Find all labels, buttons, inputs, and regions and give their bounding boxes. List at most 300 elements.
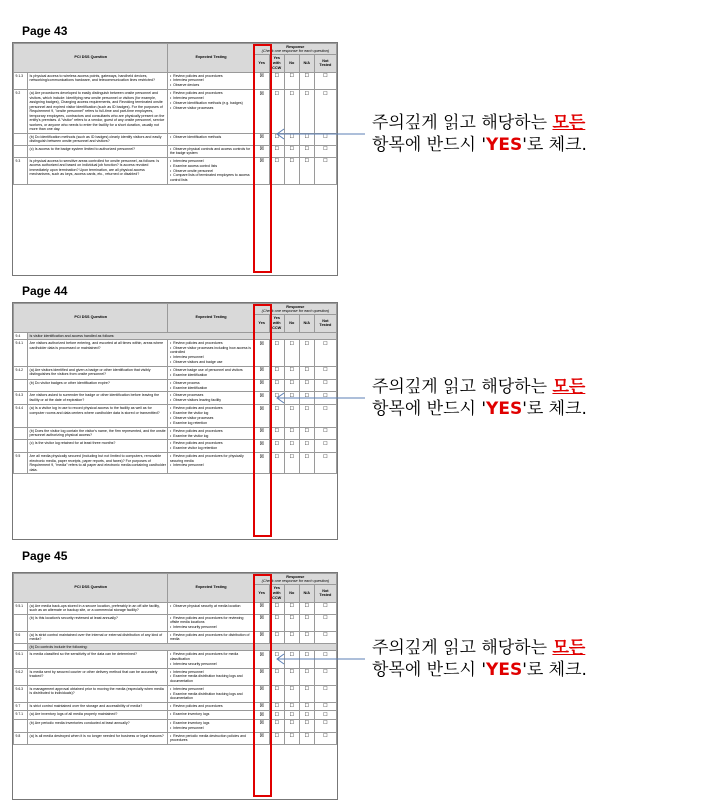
response-title: Response [286, 575, 305, 579]
question-text: (b) Are periodic media inventories conducted at least annually? [28, 719, 168, 732]
requirement-number: 9.6.1 [14, 651, 28, 668]
no-checkbox[interactable]: ☐ [284, 651, 299, 668]
yes-with-ccw-checkbox[interactable]: ☐ [269, 72, 284, 90]
note-yes-emphasis: YES [486, 135, 523, 155]
yes-with-ccw-checkbox[interactable]: ☐ [269, 732, 284, 744]
testing-item: • Interview personnel [170, 78, 252, 82]
table-row [14, 145, 337, 157]
table-row [14, 702, 337, 711]
testing-item: • Observe visitor processes including how access is controlled [170, 346, 252, 355]
no-checkbox[interactable]: ☐ [284, 72, 299, 90]
not-tested-checkbox[interactable]: ☐ [314, 145, 336, 157]
yes-with-ccw-column-header: Yes with CCW [269, 585, 284, 602]
yes-checkbox[interactable]: ☒ [254, 602, 269, 614]
annotation-note-page-45 [372, 637, 587, 681]
question-text: (a) Are inventory logs of all media properly maintained? [28, 711, 168, 720]
expected-testing [168, 668, 254, 685]
question-text: Is media sent by secured courier or other delivery method that can be accurately tracked? [28, 668, 168, 685]
testing-item: • Examine the visitor log [170, 411, 252, 415]
no-column-header: No [284, 315, 299, 332]
not-tested-checkbox[interactable]: ☐ [314, 427, 336, 440]
not-tested-checkbox[interactable]: ☐ [314, 614, 336, 631]
note-yes-emphasis: YES [486, 399, 523, 419]
response-column-header [254, 304, 336, 315]
question-text: (b) Is this location's security reviewed at least annually? [28, 614, 168, 631]
expected-testing [168, 340, 254, 367]
no-checkbox[interactable]: ☐ [284, 711, 299, 720]
testing-item: • Interview personnel [170, 463, 252, 467]
expected-testing [168, 719, 254, 732]
na-checkbox[interactable]: ☐ [299, 427, 314, 440]
na-checkbox[interactable]: ☐ [299, 631, 314, 643]
table-row [14, 453, 337, 474]
yes-with-ccw-checkbox[interactable]: ☐ [269, 405, 284, 428]
yes-checkbox[interactable]: ☒ [254, 702, 269, 711]
note-emphasis-all: 모든 [552, 113, 586, 133]
note-yes-emphasis: YES [486, 660, 523, 680]
question-text: (a) Are visitors identified and given a badge or other identification that visibly distinguishes the visitors from onsite personnel? [28, 366, 168, 379]
not-tested-checkbox[interactable]: ☐ [314, 133, 336, 145]
na-checkbox[interactable]: ☐ [299, 651, 314, 668]
not-tested-checkbox[interactable]: ☐ [314, 379, 336, 392]
yes-checkbox[interactable]: ☒ [254, 427, 269, 440]
arrow-left-icon [272, 128, 367, 140]
not-tested-checkbox[interactable]: ☐ [314, 392, 336, 405]
na-checkbox[interactable]: ☐ [299, 405, 314, 428]
not-tested-column-header: Not Tested [314, 315, 336, 332]
na-column-header: N/A [299, 585, 314, 602]
table-row [14, 72, 337, 90]
question-column-header: PCI DSS Question [14, 304, 168, 333]
requirement-number: 9.5 [14, 453, 28, 474]
na-checkbox[interactable]: ☐ [299, 157, 314, 184]
no-checkbox[interactable]: ☐ [284, 614, 299, 631]
response-title: Response [286, 305, 305, 309]
table-row [14, 602, 337, 614]
na-checkbox[interactable]: ☐ [299, 711, 314, 720]
testing-item: • Examine identification [170, 386, 252, 390]
na-checkbox[interactable]: ☐ [299, 379, 314, 392]
note-line2-suffix: '로 체크. [522, 660, 587, 680]
yes-checkbox[interactable]: ☒ [254, 685, 269, 702]
yes-checkbox[interactable]: ☒ [254, 90, 269, 133]
response-subtitle: (Check one response for each question) [261, 579, 330, 584]
question-text: (b) Does the visitor log contain the visitor's name, the firm represented, and the onsite personnel authorizing physical access? [28, 427, 168, 440]
na-checkbox[interactable]: ☐ [299, 90, 314, 133]
no-checkbox[interactable]: ☐ [284, 602, 299, 614]
testing-item: • Observe badge use of personnel and visitors [170, 368, 252, 372]
requirement-number [14, 379, 28, 392]
expected-testing [168, 72, 254, 90]
table-row [14, 631, 337, 643]
testing-item: • Examine inventory logs [170, 721, 252, 725]
requirement-number: 9.7.1 [14, 711, 28, 720]
testing-item: • Review policies and procedures for media classification [170, 652, 252, 661]
table-row [14, 719, 337, 732]
response-title: Response [286, 45, 305, 49]
testing-item: • Review policies and procedures [170, 406, 252, 410]
testing-item: • Review policies and procedures [170, 429, 252, 433]
na-checkbox[interactable]: ☐ [299, 453, 314, 474]
yes-with-ccw-checkbox[interactable]: ☐ [269, 614, 284, 631]
testing-item: • Examine visitor log retention [170, 446, 252, 450]
response-subtitle: (Check one response for each question) [261, 49, 330, 54]
question-text: (a) Is a visitor log in use to record physical access to the facility as well as for computer rooms and data centers where cardholder data is stored or transmitted? [28, 405, 168, 428]
testing-item: • Interview personnel [170, 355, 252, 359]
yes-with-ccw-checkbox[interactable]: ☐ [269, 719, 284, 732]
testing-item: • Interview security personnel [170, 625, 252, 629]
na-checkbox[interactable]: ☐ [299, 340, 314, 367]
yes-checkbox[interactable]: ☒ [254, 157, 269, 184]
testing-item: • Interview personnel [170, 159, 252, 163]
question-text: Are visitors asked to surrender the badge or other identification before leaving the facility or at the date of expiration? [28, 392, 168, 405]
yes-checkbox[interactable]: ☒ [254, 453, 269, 474]
requirement-number [14, 440, 28, 453]
testing-item: • Observe visitors leaving facility [170, 398, 252, 402]
yes-checkbox[interactable]: ☒ [254, 719, 269, 732]
question-text: Are visitors authorized before entering, and escorted at all times within, areas where cardholder data is processed or maintained? [28, 340, 168, 367]
testing-item: • Review policies and procedures for reviewing offsite media locations [170, 616, 252, 625]
requirement-number [14, 614, 28, 631]
expected-testing [168, 614, 254, 631]
na-checkbox[interactable]: ☐ [299, 732, 314, 744]
yes-checkbox[interactable]: ☒ [254, 366, 269, 379]
table-header-row [14, 44, 337, 55]
not-tested-checkbox[interactable]: ☐ [314, 719, 336, 732]
no-checkbox[interactable]: ☐ [284, 405, 299, 428]
yes-checkbox[interactable]: ☒ [254, 668, 269, 685]
testing-item: • Observe onsite personnel [170, 169, 252, 173]
na-checkbox[interactable]: ☐ [299, 440, 314, 453]
no-checkbox[interactable]: ☐ [284, 392, 299, 405]
testing-item: • Examine inventory logs [170, 712, 252, 716]
requirement-number: 9.7 [14, 702, 28, 711]
response-column-header [254, 574, 336, 585]
response-subtitle: (Check one response for each question) [261, 309, 330, 314]
page-label-45: Page 45 [22, 549, 68, 563]
no-checkbox[interactable]: ☐ [284, 685, 299, 702]
na-checkbox[interactable]: ☐ [299, 366, 314, 379]
testing-item: • Observe devices [170, 83, 252, 87]
requirement-number [14, 145, 28, 157]
na-column-header: N/A [299, 315, 314, 332]
testing-item: • Review policies and procedures [170, 74, 252, 78]
no-checkbox[interactable]: ☐ [284, 133, 299, 145]
no-checkbox[interactable]: ☐ [284, 732, 299, 744]
requirement-number [14, 643, 28, 650]
pci-dss-table-page-44 [12, 302, 338, 540]
pci-dss-table [13, 303, 337, 474]
note-line2-suffix: '로 체크. [522, 399, 587, 419]
requirement-number: 9.8 [14, 732, 28, 744]
note-line1-text: 주의깊게 읽고 해당하는 [372, 377, 553, 397]
na-checkbox[interactable]: ☐ [299, 145, 314, 157]
not-tested-checkbox[interactable]: ☐ [314, 651, 336, 668]
requirement-number: 9.6.3 [14, 685, 28, 702]
no-checkbox[interactable]: ☐ [284, 90, 299, 133]
testing-item: • Observe visitor processes [170, 106, 252, 110]
requirement-number: 9.6.2 [14, 668, 28, 685]
yes-with-ccw-checkbox[interactable]: ☐ [269, 90, 284, 133]
no-checkbox[interactable]: ☐ [284, 427, 299, 440]
yes-checkbox[interactable]: ☒ [254, 340, 269, 367]
testing-item: • Observe physical security at media location [170, 604, 252, 608]
na-checkbox[interactable]: ☐ [299, 702, 314, 711]
requirement-number: 9.4.3 [14, 392, 28, 405]
testing-item: • Observe processes [170, 393, 252, 397]
table-row [14, 668, 337, 685]
no-checkbox[interactable]: ☐ [284, 157, 299, 184]
yes-checkbox[interactable]: ☒ [254, 145, 269, 157]
testing-item: • Review policies and procedures [170, 91, 252, 95]
requirement-number: 9.4 [14, 332, 28, 339]
arrow-left-icon [272, 392, 367, 404]
table-row [14, 614, 337, 631]
testing-item: • Compare lists of terminated employees to access control lists [170, 173, 252, 182]
yes-checkbox[interactable]: ☒ [254, 614, 269, 631]
not-tested-column-header: Not Tested [314, 585, 336, 602]
yes-checkbox[interactable]: ☒ [254, 440, 269, 453]
testing-item: • Review policies and procedures [170, 341, 252, 345]
expected-testing [168, 90, 254, 133]
testing-item: • Interview personnel [170, 687, 252, 691]
requirement-number: 9.1.3 [14, 72, 28, 90]
testing-item: • Review policies and procedures [170, 441, 252, 445]
no-checkbox[interactable]: ☐ [284, 440, 299, 453]
table-row [14, 685, 337, 702]
not-tested-checkbox[interactable]: ☐ [314, 366, 336, 379]
table-row [14, 366, 337, 379]
testing-item: • Examine the visitor log [170, 434, 252, 438]
not-tested-checkbox[interactable]: ☐ [314, 340, 336, 367]
not-tested-column-header: Not Tested [314, 55, 336, 72]
question-text: Is management approval obtained prior to moving the media (especially when media is distributed to individuals)? [28, 685, 168, 702]
not-tested-checkbox[interactable]: ☐ [314, 631, 336, 643]
testing-item: • Interview security personnel [170, 662, 252, 666]
note-line2-suffix: '로 체크. [522, 135, 587, 155]
yes-column-header: Yes [254, 315, 269, 332]
na-checkbox[interactable]: ☐ [299, 668, 314, 685]
expected-testing [168, 366, 254, 379]
yes-with-ccw-checkbox[interactable]: ☐ [269, 602, 284, 614]
yes-checkbox[interactable]: ☒ [254, 651, 269, 668]
expected-testing [168, 602, 254, 614]
table-header-row [14, 574, 337, 585]
question-text: (a) Are media back-ups stored in a secure location, preferably in an off-site facility, such as an alternate or backup site, or a commercial storage facility? [28, 602, 168, 614]
testing-item: • Review periodic media destruction policies and procedures [170, 734, 252, 743]
yes-checkbox[interactable]: ☒ [254, 631, 269, 643]
not-tested-checkbox[interactable]: ☐ [314, 405, 336, 428]
expected-testing [168, 145, 254, 157]
question-text: Is visitor identification and access handled as follows: [28, 332, 337, 339]
yes-with-ccw-checkbox[interactable]: ☐ [269, 427, 284, 440]
testing-item: • Examine media distribution tracking logs and documentation [170, 674, 252, 683]
expected-testing [168, 427, 254, 440]
testing-item: • Observe physical controls and access controls for the badge system [170, 147, 252, 156]
yes-with-ccw-checkbox[interactable]: ☐ [269, 711, 284, 720]
yes-with-ccw-column-header: Yes with CCW [269, 55, 284, 72]
no-column-header: No [284, 585, 299, 602]
requirement-number: 9.3 [14, 157, 28, 184]
note-line1-text: 주의깊게 읽고 해당하는 [372, 638, 553, 658]
annotation-note-page-44 [372, 376, 587, 420]
yes-checkbox[interactable]: ☒ [254, 405, 269, 428]
yes-with-ccw-checkbox[interactable]: ☐ [269, 133, 284, 145]
na-checkbox[interactable]: ☐ [299, 685, 314, 702]
note-line2-text: 항목에 반드시 ' [372, 135, 487, 155]
yes-with-ccw-checkbox[interactable]: ☐ [269, 340, 284, 367]
question-text: (b) Do controls include the following: [28, 643, 337, 650]
yes-with-ccw-checkbox[interactable]: ☐ [269, 702, 284, 711]
response-column-header [254, 44, 336, 55]
testing-item: • Observe visitors and badge use [170, 360, 252, 364]
yes-checkbox[interactable]: ☒ [254, 379, 269, 392]
not-tested-checkbox[interactable]: ☐ [314, 711, 336, 720]
not-tested-checkbox[interactable]: ☐ [314, 157, 336, 184]
yes-checkbox[interactable]: ☒ [254, 711, 269, 720]
table-row [14, 340, 337, 367]
question-text: Is media classified so the sensitivity of the data can be determined? [28, 651, 168, 668]
na-checkbox[interactable]: ☐ [299, 602, 314, 614]
question-column-header: PCI DSS Question [14, 574, 168, 603]
annotation-note-page-43 [372, 112, 587, 156]
no-checkbox[interactable]: ☐ [284, 366, 299, 379]
no-checkbox[interactable]: ☐ [284, 453, 299, 474]
table-row [14, 332, 337, 339]
not-tested-checkbox[interactable]: ☐ [314, 702, 336, 711]
testing-item: • Examine access control lists [170, 164, 252, 168]
pci-dss-table-page-43 [12, 42, 338, 276]
yes-column-header: Yes [254, 55, 269, 72]
yes-with-ccw-checkbox[interactable]: ☐ [269, 157, 284, 184]
na-checkbox[interactable]: ☐ [299, 719, 314, 732]
yes-checkbox[interactable]: ☒ [254, 732, 269, 744]
testing-item: • Observe identification methods (e.g. badges) [170, 101, 252, 105]
question-text: (c) Is access to the badge system limited to authorized personnel? [28, 145, 168, 157]
table-row [14, 711, 337, 720]
table-row [14, 90, 337, 133]
arrow-left-icon [272, 653, 367, 665]
yes-with-ccw-checkbox[interactable]: ☐ [269, 651, 284, 668]
testing-item: • Observe process [170, 381, 252, 385]
testing-item: • Interview personnel [170, 96, 252, 100]
yes-checkbox[interactable]: ☒ [254, 133, 269, 145]
yes-with-ccw-checkbox[interactable]: ☐ [269, 366, 284, 379]
expected-testing [168, 651, 254, 668]
pci-dss-table-page-45 [12, 572, 338, 800]
requirement-number [14, 427, 28, 440]
expected-testing [168, 392, 254, 405]
note-line2-text: 항목에 반드시 ' [372, 660, 487, 680]
expected-testing [168, 133, 254, 145]
table-row [14, 157, 337, 184]
page-label-44: Page 44 [22, 284, 68, 298]
not-tested-checkbox[interactable]: ☐ [314, 90, 336, 133]
question-text: Is strict control maintained over the storage and accessibility of media? [28, 702, 168, 711]
yes-checkbox[interactable]: ☒ [254, 72, 269, 90]
expected-testing [168, 405, 254, 428]
testing-item: • Examine identification [170, 373, 252, 377]
table-row [14, 427, 337, 440]
testing-item: • Examine log retention [170, 421, 252, 425]
question-text: (a) Are procedures developed to easily distinguish between onsite personnel and visitors, which include: Identifying new onsite personnel or visitors (for example, assigning badges), Changing access requirements, and Revoking terminated onsite personnel and expired visitor identification (such as ID badges). For the purposes of Requirement 9, "onsite personnel" refers to full-time and part-time employees, temporary employees, contractors and consultants who are physically present on the entity's premises. A "visitor" refers to a vendor, guest of any onsite personnel, service workers, or anyone who needs to enter the facility for a short duration, usually not more than one day. [28, 90, 168, 133]
requirement-number: 9.4.2 [14, 366, 28, 379]
testing-item: • Interview personnel [170, 726, 252, 730]
pci-dss-table [13, 43, 337, 185]
requirement-number: 9.6 [14, 631, 28, 643]
yes-with-ccw-checkbox[interactable]: ☐ [269, 440, 284, 453]
yes-with-ccw-checkbox[interactable]: ☐ [269, 392, 284, 405]
expected-testing [168, 440, 254, 453]
expected-testing [168, 631, 254, 643]
yes-with-ccw-checkbox[interactable]: ☐ [269, 453, 284, 474]
no-column-header: No [284, 55, 299, 72]
testing-item: • Observe identification methods [170, 135, 252, 139]
no-checkbox[interactable]: ☐ [284, 340, 299, 367]
expected-testing [168, 379, 254, 392]
not-tested-checkbox[interactable]: ☐ [314, 602, 336, 614]
no-checkbox[interactable]: ☐ [284, 702, 299, 711]
testing-column-header: Expected Testing [168, 574, 254, 603]
no-checkbox[interactable]: ☐ [284, 379, 299, 392]
yes-checkbox[interactable]: ☒ [254, 392, 269, 405]
no-checkbox[interactable]: ☐ [284, 719, 299, 732]
requirement-number: 9.2 [14, 90, 28, 133]
requirement-number: 9.4.4 [14, 405, 28, 428]
testing-item: • Review policies and procedures for physically securing media [170, 454, 252, 463]
yes-with-ccw-checkbox[interactable]: ☐ [269, 145, 284, 157]
question-text: Is physical access to wireless access points, gateways, handheld devices, networking/communications hardware, and telecommunication lines restricted? [28, 72, 168, 90]
na-checkbox[interactable]: ☐ [299, 133, 314, 145]
testing-column-header: Expected Testing [168, 44, 254, 73]
not-tested-checkbox[interactable]: ☐ [314, 453, 336, 474]
requirement-number: 9.5.1 [14, 602, 28, 614]
note-line2-text: 항목에 반드시 ' [372, 399, 487, 419]
yes-with-ccw-checkbox[interactable]: ☐ [269, 631, 284, 643]
question-text: (b) Do visitor badges or other identification expire? [28, 379, 168, 392]
na-checkbox[interactable]: ☐ [299, 392, 314, 405]
yes-with-ccw-checkbox[interactable]: ☐ [269, 685, 284, 702]
question-text: (a) Is all media destroyed when it is no longer needed for business or legal reasons? [28, 732, 168, 744]
not-tested-checkbox[interactable]: ☐ [314, 668, 336, 685]
yes-with-ccw-checkbox[interactable]: ☐ [269, 379, 284, 392]
table-row [14, 405, 337, 428]
not-tested-checkbox[interactable]: ☐ [314, 685, 336, 702]
testing-item: • Review policies and procedures [170, 704, 252, 708]
table-row [14, 379, 337, 392]
not-tested-checkbox[interactable]: ☐ [314, 732, 336, 744]
question-text: (c) Is the visitor log retained for at least three months? [28, 440, 168, 453]
requirement-number: 9.4.1 [14, 340, 28, 367]
testing-column-header: Expected Testing [168, 304, 254, 333]
expected-testing [168, 732, 254, 744]
note-line1-text: 주의깊게 읽고 해당하는 [372, 113, 553, 133]
table-row [14, 643, 337, 650]
na-checkbox[interactable]: ☐ [299, 72, 314, 90]
question-column-header: PCI DSS Question [14, 44, 168, 73]
no-checkbox[interactable]: ☐ [284, 631, 299, 643]
expected-testing [168, 453, 254, 474]
no-checkbox[interactable]: ☐ [284, 145, 299, 157]
no-checkbox[interactable]: ☐ [284, 668, 299, 685]
not-tested-checkbox[interactable]: ☐ [314, 440, 336, 453]
not-tested-checkbox[interactable]: ☐ [314, 72, 336, 90]
question-text: Are all media physically secured (including but not limited to computers, removable electronic media, paper receipts, paper reports, and faxes)? For purposes of Requirement 9, "media" refers to all paper and electronic media containing cardholder data. [29, 454, 166, 472]
yes-with-ccw-checkbox[interactable]: ☐ [269, 668, 284, 685]
question-text: (a) Is strict control maintained over the internal or external distribution of any kind of media? [28, 631, 168, 643]
expected-testing [168, 702, 254, 711]
na-checkbox[interactable]: ☐ [299, 614, 314, 631]
